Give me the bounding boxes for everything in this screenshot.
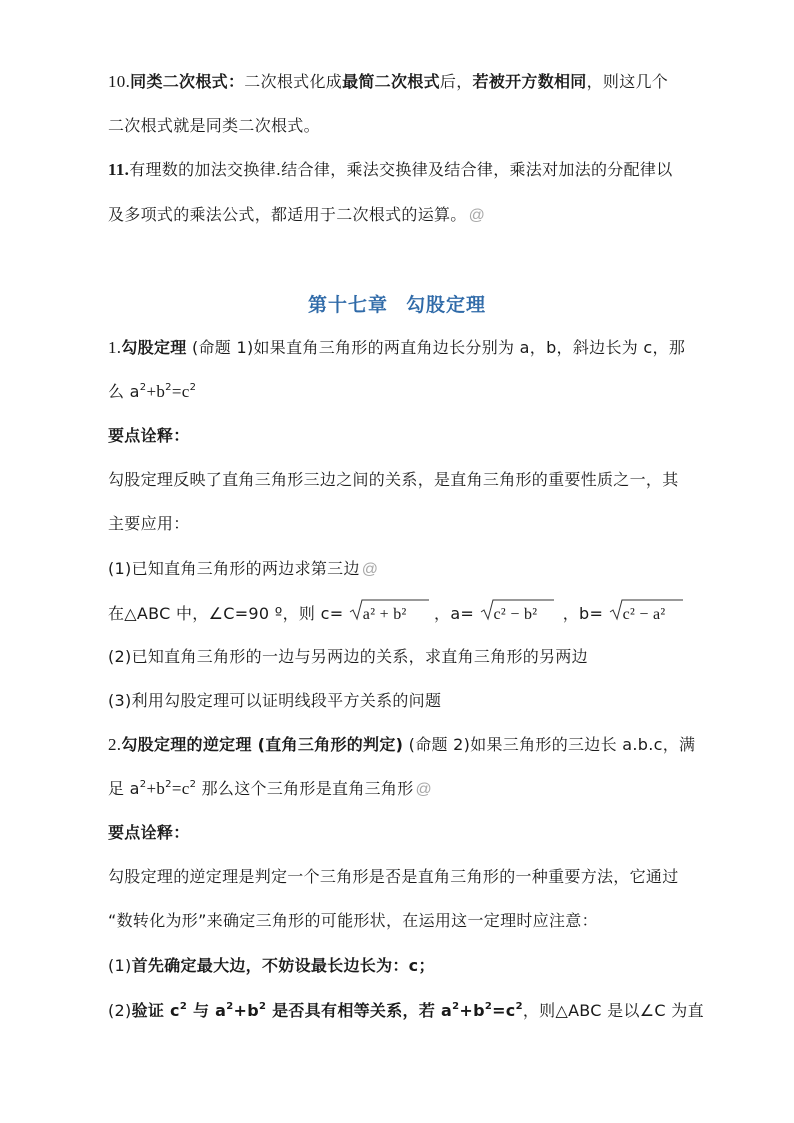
- line-pythagorean-formula: 么 $a^2+b^2=c^2$: [108, 382, 197, 401]
- line-application-2: (2)已知直角三角形的一边与另两边的关系，求直角三角形的另两边: [108, 647, 588, 666]
- line-converse-explanation-cont: “数转化为形”来确定三角形的可能形状，在运用这一定理时应注意：: [108, 911, 598, 930]
- line-operation-laws-cont: 及多项式的乘法公式，都适用于二次根式的运算。 @: [108, 205, 486, 224]
- line-similar-radicals-cont: 二次根式就是同类二次根式。: [108, 116, 320, 135]
- radical-sign-icon: [349, 597, 429, 623]
- sqrt-c: a² + b²: [349, 603, 407, 626]
- key-points-heading-1: 要点诠释：: [108, 426, 190, 445]
- chapter-title: 第十七章 勾股定理: [307, 294, 487, 316]
- at-mark: @: [361, 561, 379, 578]
- line-formula-triangle: 在△ABC 中，∠C=90 º，则 c= a² + b² ，a= c² − b² ，b= c² − a²: [108, 603, 666, 626]
- line-converse-formula: 足 $a^2+b^2=c^2$ 那么这个三角形是直角三角形 @: [108, 779, 433, 798]
- key-points-heading-2: 要点诠释：: [108, 823, 190, 842]
- line-converse-explanation: 勾股定理的逆定理是判定一个三角形是否是直角三角形的一种重要方法，它通过: [108, 867, 679, 886]
- line-pythagorean-theorem: 1.勾股定理 (命题 1)如果直角三角形的两直角边长分别为 a，b，斜边长为 c，那: [108, 338, 686, 357]
- line-application-3: (3)利用勾股定理可以证明线段平方关系的问题: [108, 691, 442, 710]
- sqrt-b: c² − a²: [609, 603, 666, 626]
- line-theorem-explanation: 勾股定理反映了直角三角形三边之间的关系，是直角三角形的重要性质之一，其: [108, 470, 679, 489]
- radical-sign-icon: [609, 597, 683, 623]
- at-mark: @: [468, 207, 486, 224]
- sqrt-a: c² − b²: [480, 603, 538, 626]
- line-similar-radicals: 10.同类二次根式：二次根式化成最简二次根式后，若被开方数相同，则这几个: [108, 72, 669, 91]
- line-application-1: (1)已知直角三角形的两边求第三边 @: [108, 559, 379, 578]
- at-mark: @: [415, 781, 433, 798]
- line-operation-laws: 11.有理数的加法交换律.结合律，乘法交换律及结合律，乘法对加法的分配律以: [108, 160, 673, 179]
- line-step-2: (2)验证 $c^2$ 与 $a^2+b^2$ 是否具有相等关系，若 $a^2+b^2=c^2$，则△ABC 是以∠C 为直: [108, 1001, 704, 1020]
- line-step-1: (1)首先确定最大边，不妨设最长边长为：c；: [108, 956, 435, 975]
- line-main-applications: 主要应用：: [108, 514, 190, 533]
- radical-sign-icon: [480, 597, 554, 623]
- line-converse-theorem: 2.勾股定理的逆定理 (直角三角形的判定) (命题 2)如果三角形的三边长 a.b.c，满: [108, 735, 696, 754]
